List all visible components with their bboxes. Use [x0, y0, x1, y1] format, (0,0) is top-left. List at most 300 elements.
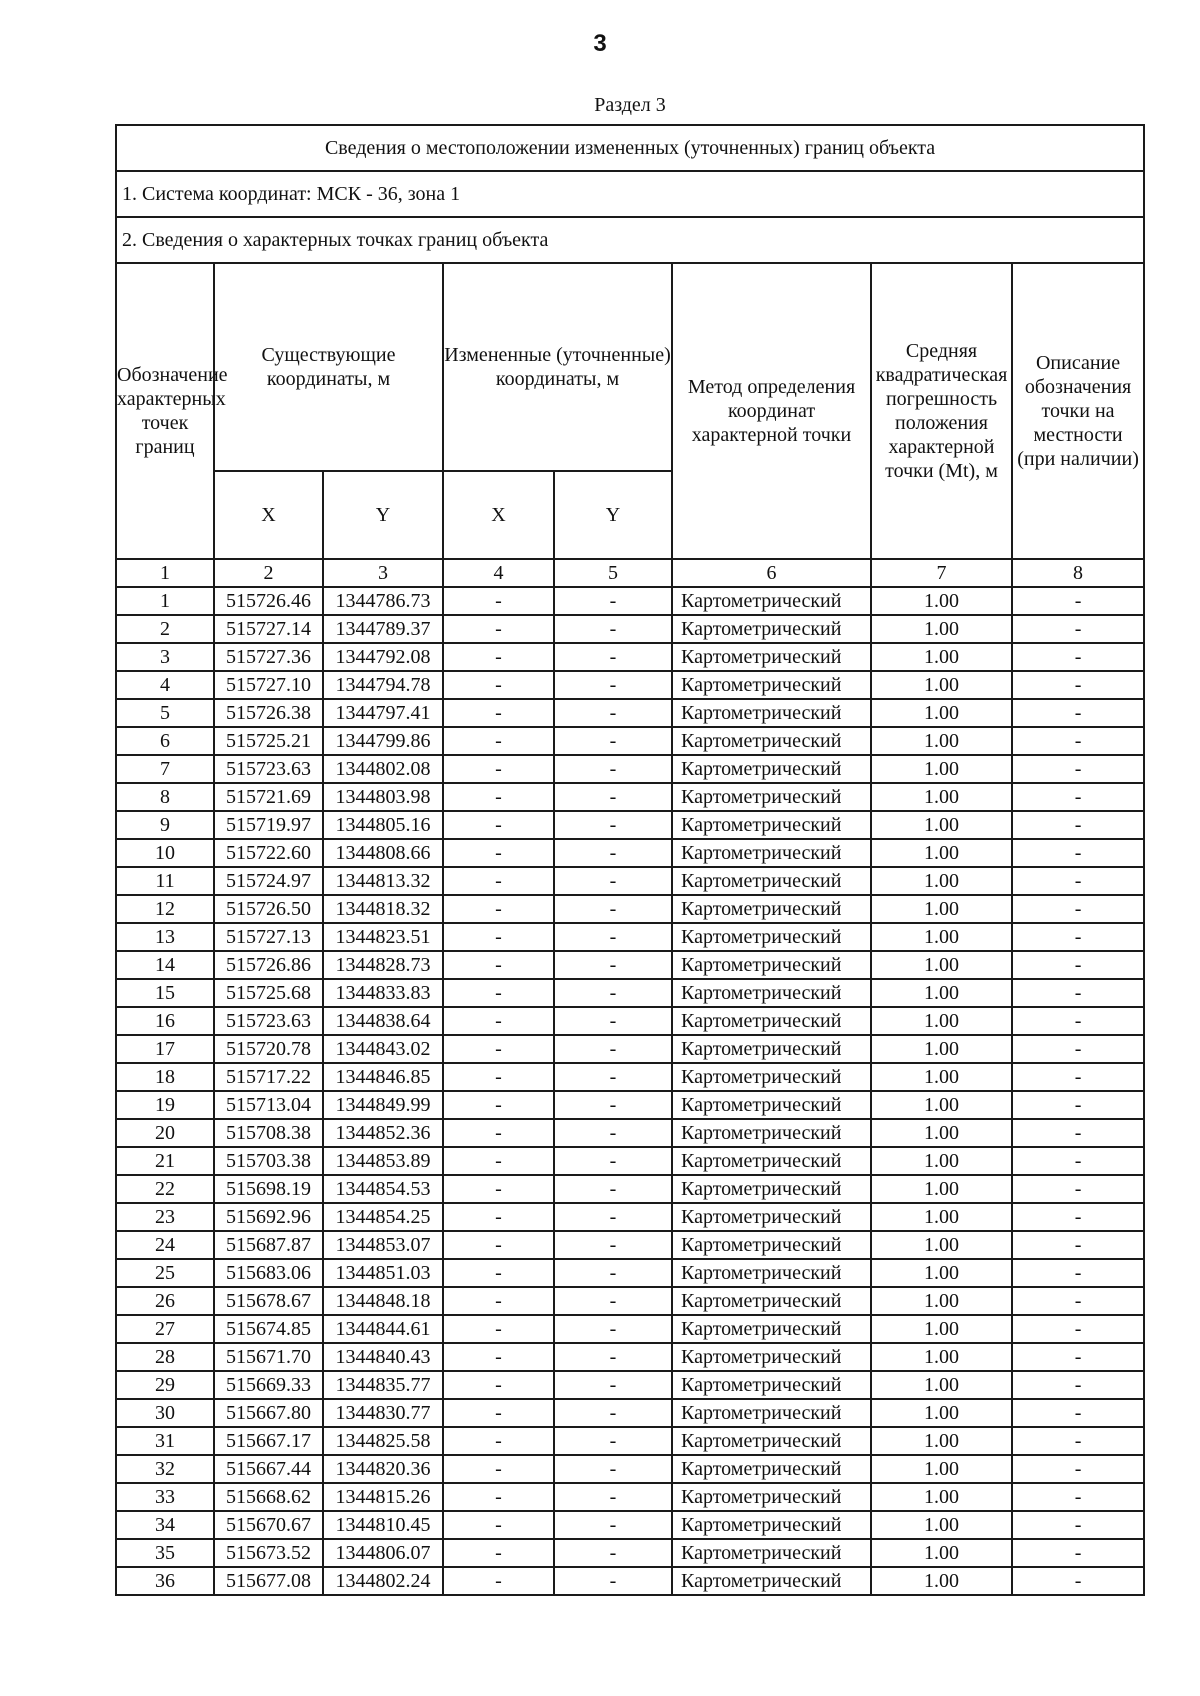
- method-cell: Картометрический: [672, 867, 871, 895]
- changed-y-cell: -: [554, 1343, 672, 1371]
- changed-y-cell: -: [554, 811, 672, 839]
- changed-x-cell: -: [443, 1147, 554, 1175]
- point-number-cell: 4: [116, 671, 214, 699]
- existing-y-cell: 1344851.03: [323, 1259, 443, 1287]
- existing-y-cell: 1344854.25: [323, 1203, 443, 1231]
- point-number-cell: 32: [116, 1455, 214, 1483]
- table-row: [116, 1091, 1144, 1119]
- point-number-cell: 23: [116, 1203, 214, 1231]
- error-mt-cell: 1.00: [871, 1007, 1012, 1035]
- description-cell: -: [1012, 1119, 1144, 1147]
- error-mt-cell: 1.00: [871, 1063, 1012, 1091]
- existing-x-cell: 515677.08: [214, 1567, 323, 1595]
- changed-y-cell: -: [554, 1063, 672, 1091]
- table-row: [116, 1231, 1144, 1259]
- method-cell: Картометрический: [672, 895, 871, 923]
- header-existing-x: X: [214, 471, 323, 559]
- description-cell: -: [1012, 979, 1144, 1007]
- changed-y-cell: -: [554, 643, 672, 671]
- error-mt-cell: 1.00: [871, 1091, 1012, 1119]
- error-mt-cell: 1.00: [871, 1399, 1012, 1427]
- table-row: [116, 867, 1144, 895]
- existing-x-cell: 515723.63: [214, 755, 323, 783]
- table-row: [116, 1147, 1144, 1175]
- changed-y-cell: -: [554, 1231, 672, 1259]
- error-mt-cell: 1.00: [871, 1343, 1012, 1371]
- error-mt-cell: 1.00: [871, 727, 1012, 755]
- method-cell: Картометрический: [672, 1091, 871, 1119]
- point-number-cell: 15: [116, 979, 214, 1007]
- table-row: [116, 1371, 1144, 1399]
- method-cell: Картометрический: [672, 951, 871, 979]
- method-cell: Картометрический: [672, 1119, 871, 1147]
- description-cell: -: [1012, 1063, 1144, 1091]
- description-cell: -: [1012, 1091, 1144, 1119]
- changed-y-cell: -: [554, 1315, 672, 1343]
- point-number-cell: 6: [116, 727, 214, 755]
- method-cell: Картометрический: [672, 755, 871, 783]
- table-row: [116, 951, 1144, 979]
- existing-y-cell: 1344789.37: [323, 615, 443, 643]
- existing-x-cell: 515727.36: [214, 643, 323, 671]
- existing-y-cell: 1344853.07: [323, 1231, 443, 1259]
- changed-x-cell: -: [443, 1315, 554, 1343]
- existing-x-cell: 515727.14: [214, 615, 323, 643]
- changed-x-cell: -: [443, 1427, 554, 1455]
- existing-y-cell: 1344808.66: [323, 839, 443, 867]
- changed-x-cell: -: [443, 783, 554, 811]
- method-cell: Картометрический: [672, 587, 871, 615]
- existing-x-cell: 515727.13: [214, 923, 323, 951]
- existing-x-cell: 515708.38: [214, 1119, 323, 1147]
- table-row: [116, 1427, 1144, 1455]
- existing-y-cell: 1344849.99: [323, 1091, 443, 1119]
- description-cell: -: [1012, 727, 1144, 755]
- changed-y-cell: -: [554, 979, 672, 1007]
- table-row: [116, 1511, 1144, 1539]
- description-cell: -: [1012, 923, 1144, 951]
- changed-x-cell: -: [443, 1231, 554, 1259]
- error-mt-cell: 1.00: [871, 923, 1012, 951]
- existing-x-cell: 515674.85: [214, 1315, 323, 1343]
- description-cell: -: [1012, 839, 1144, 867]
- error-mt-cell: 1.00: [871, 1511, 1012, 1539]
- method-cell: Картометрический: [672, 783, 871, 811]
- description-cell: -: [1012, 811, 1144, 839]
- description-cell: -: [1012, 1175, 1144, 1203]
- existing-x-cell: 515726.50: [214, 895, 323, 923]
- table-row: [116, 839, 1144, 867]
- table-row: [116, 1343, 1144, 1371]
- table-row: [116, 811, 1144, 839]
- error-mt-cell: 1.00: [871, 1539, 1012, 1567]
- existing-x-cell: 515673.52: [214, 1539, 323, 1567]
- method-cell: Картометрический: [672, 1539, 871, 1567]
- existing-y-cell: 1344810.45: [323, 1511, 443, 1539]
- table-row: [116, 1007, 1144, 1035]
- changed-x-cell: -: [443, 923, 554, 951]
- changed-x-cell: -: [443, 1567, 554, 1595]
- error-mt-cell: 1.00: [871, 1287, 1012, 1315]
- method-cell: Картометрический: [672, 1427, 871, 1455]
- description-cell: -: [1012, 1539, 1144, 1567]
- changed-y-cell: -: [554, 1511, 672, 1539]
- changed-y-cell: -: [554, 1007, 672, 1035]
- changed-y-cell: -: [554, 1203, 672, 1231]
- existing-y-cell: 1344799.86: [323, 727, 443, 755]
- table-row: [116, 1203, 1144, 1231]
- existing-x-cell: 515667.44: [214, 1455, 323, 1483]
- method-cell: Картометрический: [672, 979, 871, 1007]
- changed-x-cell: -: [443, 755, 554, 783]
- description-cell: -: [1012, 755, 1144, 783]
- description-cell: -: [1012, 1455, 1144, 1483]
- table-row: [116, 979, 1144, 1007]
- table-row: [116, 699, 1144, 727]
- changed-x-cell: -: [443, 1511, 554, 1539]
- changed-y-cell: -: [554, 783, 672, 811]
- existing-x-cell: 515692.96: [214, 1203, 323, 1231]
- column-number: 4: [443, 559, 554, 587]
- existing-x-cell: 515668.62: [214, 1483, 323, 1511]
- point-number-cell: 26: [116, 1287, 214, 1315]
- description-cell: -: [1012, 1147, 1144, 1175]
- table-row: [116, 1567, 1144, 1595]
- existing-x-cell: 515719.97: [214, 811, 323, 839]
- method-cell: Картометрический: [672, 643, 871, 671]
- existing-y-cell: 1344823.51: [323, 923, 443, 951]
- changed-x-cell: -: [443, 699, 554, 727]
- error-mt-cell: 1.00: [871, 811, 1012, 839]
- description-cell: -: [1012, 1399, 1144, 1427]
- point-number-cell: 8: [116, 783, 214, 811]
- point-number-cell: 34: [116, 1511, 214, 1539]
- error-mt-cell: 1.00: [871, 839, 1012, 867]
- description-cell: -: [1012, 699, 1144, 727]
- table-row: [116, 1259, 1144, 1287]
- point-number-cell: 22: [116, 1175, 214, 1203]
- changed-x-cell: -: [443, 1371, 554, 1399]
- changed-y-cell: -: [554, 951, 672, 979]
- description-cell: -: [1012, 1231, 1144, 1259]
- table-row: [116, 1119, 1144, 1147]
- error-mt-cell: 1.00: [871, 615, 1012, 643]
- changed-y-cell: -: [554, 587, 672, 615]
- table-row: [116, 1455, 1144, 1483]
- header-existing-coordinates: Существующие координаты, м: [214, 263, 443, 471]
- section-title: Раздел 3: [594, 94, 666, 116]
- changed-y-cell: -: [554, 1399, 672, 1427]
- existing-y-cell: 1344805.16: [323, 811, 443, 839]
- existing-x-cell: 515669.33: [214, 1371, 323, 1399]
- error-mt-cell: 1.00: [871, 1147, 1012, 1175]
- point-number-cell: 33: [116, 1483, 214, 1511]
- existing-y-cell: 1344830.77: [323, 1399, 443, 1427]
- table-row: [116, 895, 1144, 923]
- existing-x-cell: 515726.86: [214, 951, 323, 979]
- method-cell: Картометрический: [672, 1035, 871, 1063]
- header-existing-y: Y: [323, 471, 443, 559]
- existing-x-cell: 515727.10: [214, 671, 323, 699]
- point-number-cell: 13: [116, 923, 214, 951]
- existing-x-cell: 515683.06: [214, 1259, 323, 1287]
- existing-x-cell: 515678.67: [214, 1287, 323, 1315]
- changed-y-cell: -: [554, 1287, 672, 1315]
- error-mt-cell: 1.00: [871, 1231, 1012, 1259]
- description-cell: -: [1012, 1427, 1144, 1455]
- existing-x-cell: 515726.38: [214, 699, 323, 727]
- table-row: [116, 1315, 1144, 1343]
- error-mt-cell: 1.00: [871, 1175, 1012, 1203]
- table-row: [116, 1175, 1144, 1203]
- existing-y-cell: 1344843.02: [323, 1035, 443, 1063]
- existing-y-cell: 1344852.36: [323, 1119, 443, 1147]
- point-number-cell: 12: [116, 895, 214, 923]
- method-cell: Картометрический: [672, 1203, 871, 1231]
- changed-y-cell: -: [554, 1567, 672, 1595]
- description-cell: -: [1012, 587, 1144, 615]
- header-changed-y: Y: [554, 471, 672, 559]
- existing-x-cell: 515725.21: [214, 727, 323, 755]
- existing-y-cell: 1344818.32: [323, 895, 443, 923]
- existing-y-cell: 1344813.32: [323, 867, 443, 895]
- table-row: [116, 1287, 1144, 1315]
- changed-x-cell: -: [443, 1007, 554, 1035]
- table-row: [116, 671, 1144, 699]
- method-cell: Картометрический: [672, 615, 871, 643]
- description-cell: -: [1012, 1511, 1144, 1539]
- coordinate-system: 1. Система координат: МСК - 36, зона 1: [116, 171, 1144, 217]
- changed-y-cell: -: [554, 895, 672, 923]
- method-cell: Картометрический: [672, 671, 871, 699]
- method-cell: Картометрический: [672, 1567, 871, 1595]
- table-row: [116, 1035, 1144, 1063]
- existing-x-cell: 515722.60: [214, 839, 323, 867]
- point-number-cell: 29: [116, 1371, 214, 1399]
- changed-y-cell: -: [554, 1483, 672, 1511]
- method-cell: Картометрический: [672, 1175, 871, 1203]
- existing-y-cell: 1344803.98: [323, 783, 443, 811]
- changed-y-cell: -: [554, 727, 672, 755]
- existing-y-cell: 1344844.61: [323, 1315, 443, 1343]
- point-number-cell: 35: [116, 1539, 214, 1567]
- description-cell: -: [1012, 1287, 1144, 1315]
- description-cell: -: [1012, 1203, 1144, 1231]
- method-cell: Картометрический: [672, 923, 871, 951]
- column-number: 6: [672, 559, 871, 587]
- description-cell: -: [1012, 643, 1144, 671]
- method-cell: Картометрический: [672, 727, 871, 755]
- description-cell: -: [1012, 1343, 1144, 1371]
- existing-y-cell: 1344833.83: [323, 979, 443, 1007]
- changed-y-cell: -: [554, 1175, 672, 1203]
- existing-y-cell: 1344820.36: [323, 1455, 443, 1483]
- error-mt-cell: 1.00: [871, 671, 1012, 699]
- changed-x-cell: -: [443, 1175, 554, 1203]
- changed-y-cell: -: [554, 1371, 672, 1399]
- header-changed-x: X: [443, 471, 554, 559]
- existing-y-cell: 1344838.64: [323, 1007, 443, 1035]
- changed-y-cell: -: [554, 615, 672, 643]
- error-mt-cell: 1.00: [871, 783, 1012, 811]
- point-number-cell: 36: [116, 1567, 214, 1595]
- existing-y-cell: 1344802.08: [323, 755, 443, 783]
- description-cell: -: [1012, 895, 1144, 923]
- changed-y-cell: -: [554, 755, 672, 783]
- point-number-cell: 27: [116, 1315, 214, 1343]
- existing-y-cell: 1344825.58: [323, 1427, 443, 1455]
- changed-x-cell: -: [443, 1091, 554, 1119]
- method-cell: Картометрический: [672, 1007, 871, 1035]
- points-heading: 2. Сведения о характерных точках границ объекта: [116, 217, 1144, 263]
- error-mt-cell: 1.00: [871, 699, 1012, 727]
- existing-y-cell: 1344792.08: [323, 643, 443, 671]
- description-cell: -: [1012, 1259, 1144, 1287]
- changed-x-cell: -: [443, 727, 554, 755]
- changed-x-cell: -: [443, 839, 554, 867]
- existing-y-cell: 1344797.41: [323, 699, 443, 727]
- table-row: [116, 1483, 1144, 1511]
- description-cell: -: [1012, 1371, 1144, 1399]
- existing-x-cell: 515671.70: [214, 1343, 323, 1371]
- point-number-cell: 5: [116, 699, 214, 727]
- changed-x-cell: -: [443, 867, 554, 895]
- changed-x-cell: -: [443, 615, 554, 643]
- method-cell: Картометрический: [672, 1371, 871, 1399]
- table-row: [116, 643, 1144, 671]
- method-cell: Картометрический: [672, 699, 871, 727]
- existing-y-cell: 1344806.07: [323, 1539, 443, 1567]
- changed-y-cell: -: [554, 867, 672, 895]
- error-mt-cell: 1.00: [871, 895, 1012, 923]
- changed-x-cell: -: [443, 1119, 554, 1147]
- changed-y-cell: -: [554, 699, 672, 727]
- method-cell: Картометрический: [672, 1343, 871, 1371]
- error-mt-cell: 1.00: [871, 1483, 1012, 1511]
- point-number-cell: 31: [116, 1427, 214, 1455]
- existing-y-cell: 1344802.24: [323, 1567, 443, 1595]
- point-number-cell: 25: [116, 1259, 214, 1287]
- page-number: 3: [593, 30, 607, 57]
- existing-x-cell: 515713.04: [214, 1091, 323, 1119]
- header-method: Метод определения координат характерной точки: [672, 263, 871, 559]
- column-number: 3: [323, 559, 443, 587]
- header-designation: Обозначение характерных точек границ: [116, 263, 214, 559]
- error-mt-cell: 1.00: [871, 1371, 1012, 1399]
- column-number: 8: [1012, 559, 1144, 587]
- changed-y-cell: -: [554, 1427, 672, 1455]
- error-mt-cell: 1.00: [871, 755, 1012, 783]
- method-cell: Картометрический: [672, 839, 871, 867]
- description-cell: -: [1012, 615, 1144, 643]
- point-number-cell: 20: [116, 1119, 214, 1147]
- changed-x-cell: -: [443, 1063, 554, 1091]
- error-mt-cell: 1.00: [871, 1315, 1012, 1343]
- existing-y-cell: 1344854.53: [323, 1175, 443, 1203]
- error-mt-cell: 1.00: [871, 643, 1012, 671]
- method-cell: Картометрический: [672, 1287, 871, 1315]
- table-row: [116, 923, 1144, 951]
- method-cell: Картометрический: [672, 1147, 871, 1175]
- point-number-cell: 14: [116, 951, 214, 979]
- existing-x-cell: 515723.63: [214, 1007, 323, 1035]
- changed-x-cell: -: [443, 811, 554, 839]
- changed-y-cell: -: [554, 1259, 672, 1287]
- method-cell: Картометрический: [672, 1455, 871, 1483]
- changed-x-cell: -: [443, 979, 554, 1007]
- changed-y-cell: -: [554, 1147, 672, 1175]
- header-changed-coordinates: Измененные (уточненные) координаты, м: [443, 263, 672, 471]
- changed-x-cell: -: [443, 1203, 554, 1231]
- table-row: [116, 783, 1144, 811]
- point-number-cell: 9: [116, 811, 214, 839]
- error-mt-cell: 1.00: [871, 867, 1012, 895]
- existing-x-cell: 515670.67: [214, 1511, 323, 1539]
- description-cell: -: [1012, 951, 1144, 979]
- existing-x-cell: 515725.68: [214, 979, 323, 1007]
- existing-x-cell: 515720.78: [214, 1035, 323, 1063]
- changed-x-cell: -: [443, 643, 554, 671]
- point-number-cell: 2: [116, 615, 214, 643]
- existing-x-cell: 515698.19: [214, 1175, 323, 1203]
- changed-y-cell: -: [554, 839, 672, 867]
- header-description: Описание обозначения точки на местности (при наличии): [1012, 263, 1144, 559]
- header-error: Средняя квадратическая погрешность положения характерной точки (Mt), м: [871, 263, 1012, 559]
- changed-x-cell: -: [443, 1343, 554, 1371]
- error-mt-cell: 1.00: [871, 1119, 1012, 1147]
- changed-y-cell: -: [554, 1119, 672, 1147]
- table-row: [116, 755, 1144, 783]
- method-cell: Картометрический: [672, 1483, 871, 1511]
- changed-x-cell: -: [443, 1259, 554, 1287]
- table-row: [116, 727, 1144, 755]
- existing-y-cell: 1344794.78: [323, 671, 443, 699]
- point-number-cell: 3: [116, 643, 214, 671]
- changed-x-cell: -: [443, 1287, 554, 1315]
- point-number-cell: 24: [116, 1231, 214, 1259]
- column-number: 7: [871, 559, 1012, 587]
- error-mt-cell: 1.00: [871, 1455, 1012, 1483]
- existing-y-cell: 1344828.73: [323, 951, 443, 979]
- table-row: [116, 1399, 1144, 1427]
- existing-x-cell: 515717.22: [214, 1063, 323, 1091]
- existing-x-cell: 515724.97: [214, 867, 323, 895]
- column-number-row: [116, 559, 1144, 587]
- error-mt-cell: 1.00: [871, 979, 1012, 1007]
- table-row: [116, 1063, 1144, 1091]
- changed-y-cell: -: [554, 1539, 672, 1567]
- existing-x-cell: 515667.17: [214, 1427, 323, 1455]
- existing-x-cell: 515703.38: [214, 1147, 323, 1175]
- changed-x-cell: -: [443, 671, 554, 699]
- error-mt-cell: 1.00: [871, 951, 1012, 979]
- changed-y-cell: -: [554, 1091, 672, 1119]
- point-number-cell: 19: [116, 1091, 214, 1119]
- changed-y-cell: -: [554, 671, 672, 699]
- description-cell: -: [1012, 671, 1144, 699]
- table-row: [116, 1539, 1144, 1567]
- error-mt-cell: 1.00: [871, 1203, 1012, 1231]
- point-number-cell: 11: [116, 867, 214, 895]
- changed-y-cell: -: [554, 1035, 672, 1063]
- point-number-cell: 17: [116, 1035, 214, 1063]
- changed-x-cell: -: [443, 1539, 554, 1567]
- changed-y-cell: -: [554, 923, 672, 951]
- method-cell: Картометрический: [672, 1063, 871, 1091]
- error-mt-cell: 1.00: [871, 587, 1012, 615]
- description-cell: -: [1012, 1035, 1144, 1063]
- changed-y-cell: -: [554, 1455, 672, 1483]
